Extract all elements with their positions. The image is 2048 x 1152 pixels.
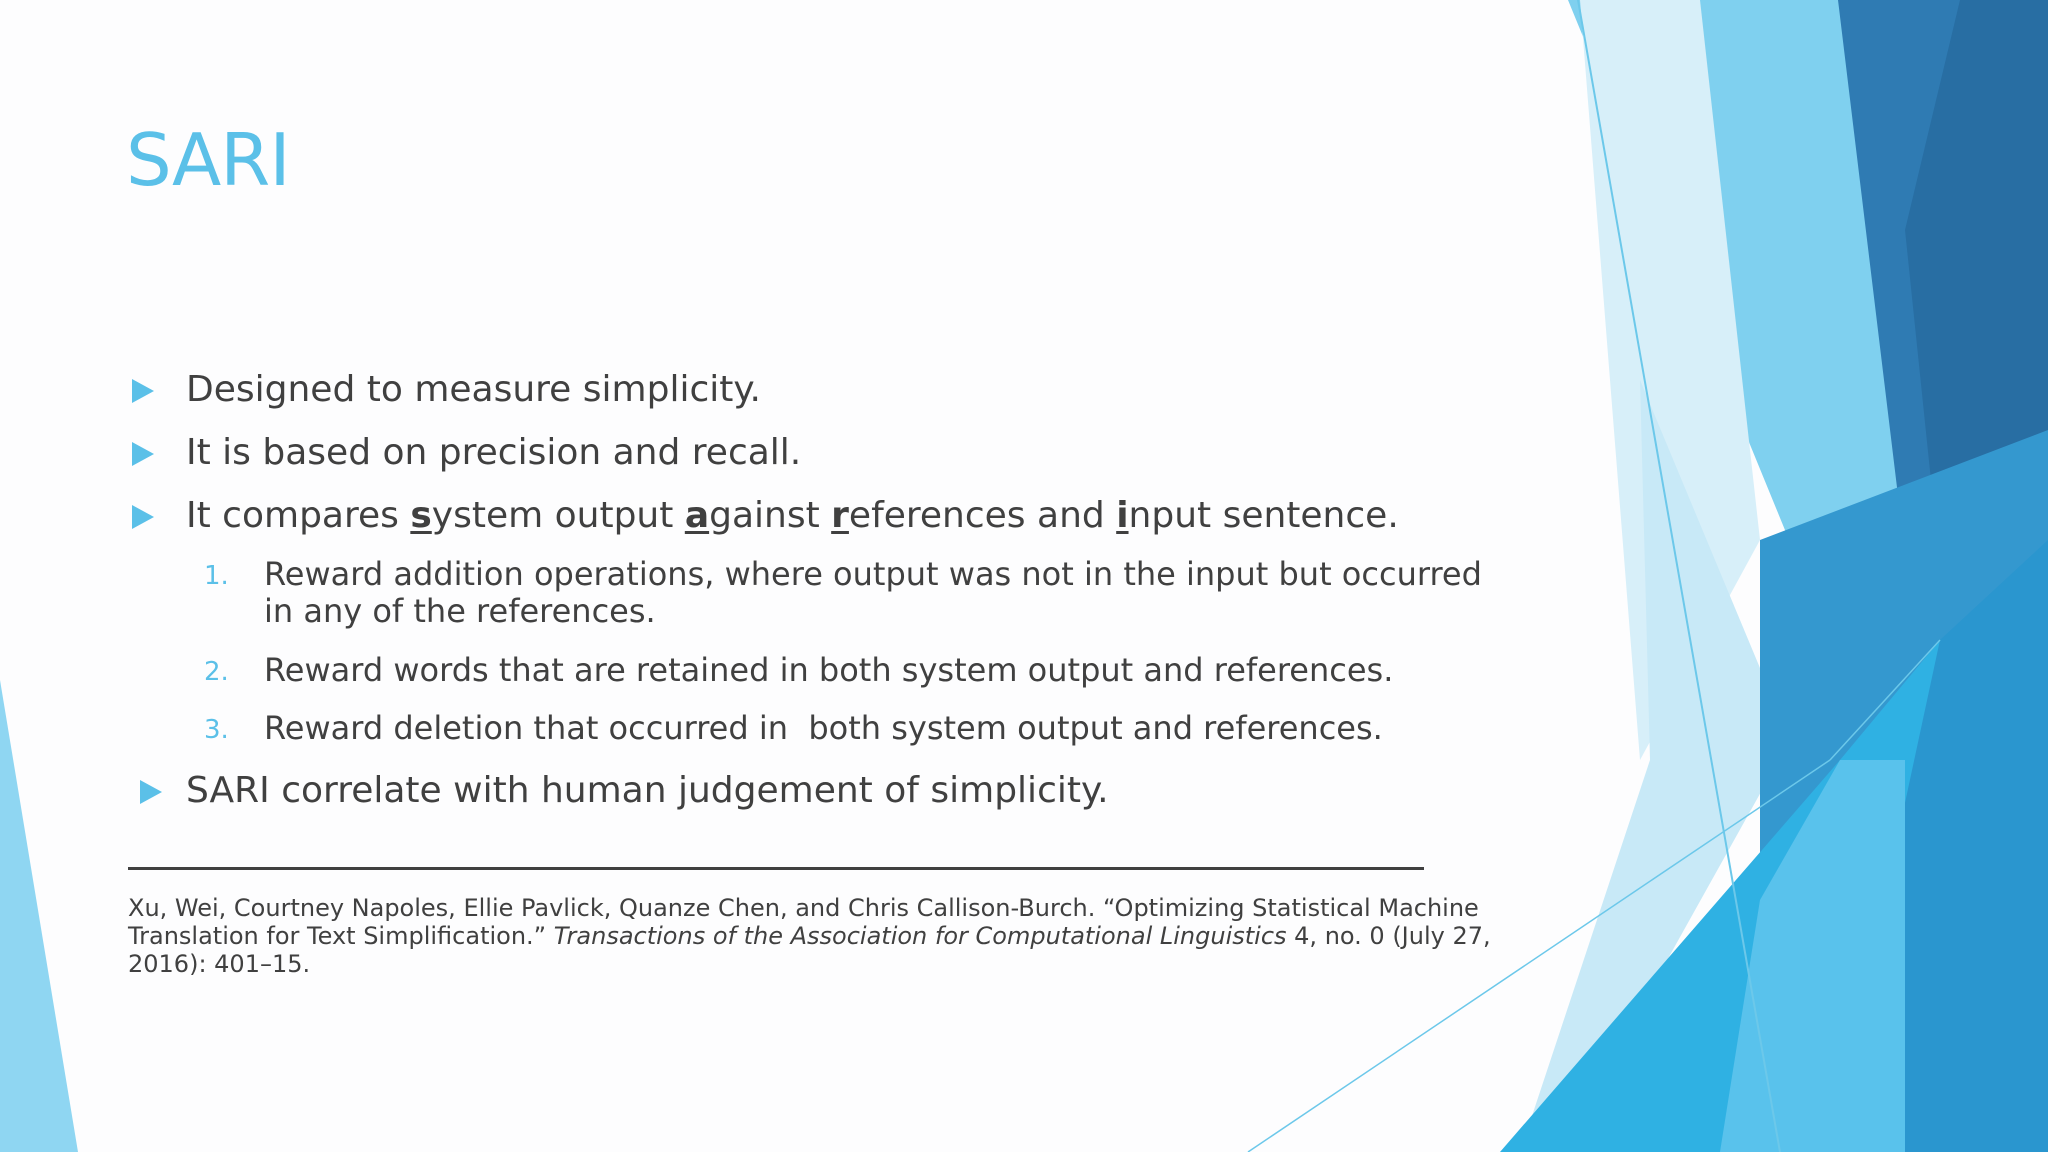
bullet-segment: It compares — [186, 495, 411, 536]
bullet-item-keyword-letters — [186, 494, 1399, 538]
keyword-letter: r — [831, 495, 849, 536]
citation-journal: Transactions of the Association for Computational Linguistics — [553, 922, 1287, 950]
bullet-triangle-icon — [132, 442, 154, 466]
bullet-triangle-icon — [132, 505, 154, 529]
numbered-item-number: 2. — [204, 657, 229, 687]
bullet-item: SARI correlate with human judgement of simplicity. — [186, 770, 1109, 811]
keyword-letter: i — [1116, 495, 1129, 536]
numbered-item-text: Reward words that are retained in both system output and references. — [264, 651, 1394, 689]
bullet-segment: eferences and — [848, 495, 1117, 536]
numbered-item-text: Reward deletion that occurred in both system output and references. — [264, 709, 1383, 747]
bullet-triangle-icon — [132, 379, 154, 403]
keyword-letter: a — [684, 495, 710, 536]
bullet-item: Designed to measure simplicity. — [186, 369, 761, 410]
citation-text-end: 4, no. 0 (July 27, 2016): 401–15. — [128, 922, 1491, 978]
numbered-item-number: 1. — [204, 561, 229, 591]
slide-title: SARI — [126, 118, 290, 202]
bullet-item: It is based on precision and recall. — [186, 432, 802, 473]
citation-divider — [128, 867, 1424, 870]
bullet-triangle-icon — [140, 780, 162, 804]
bullet-segment: gainst — [709, 495, 832, 536]
citation-text: Xu, Wei, Courtney Napoles, Ellie Pavlick, Quanze Chen, and Chris Callison-Burch. “Optimizing Statistical Machine Translation for Text Simplification.” — [128, 894, 1479, 950]
bullet-segment: nput sentence. — [1128, 495, 1399, 536]
citation — [128, 894, 1558, 978]
bullet-segment: ystem output — [431, 495, 685, 536]
numbered-item-number: 3. — [204, 715, 229, 745]
numbered-item-text: Reward addition operations, where output was not in the input but occurred in any of the references. — [264, 555, 1482, 630]
keyword-letter: s — [410, 495, 432, 536]
